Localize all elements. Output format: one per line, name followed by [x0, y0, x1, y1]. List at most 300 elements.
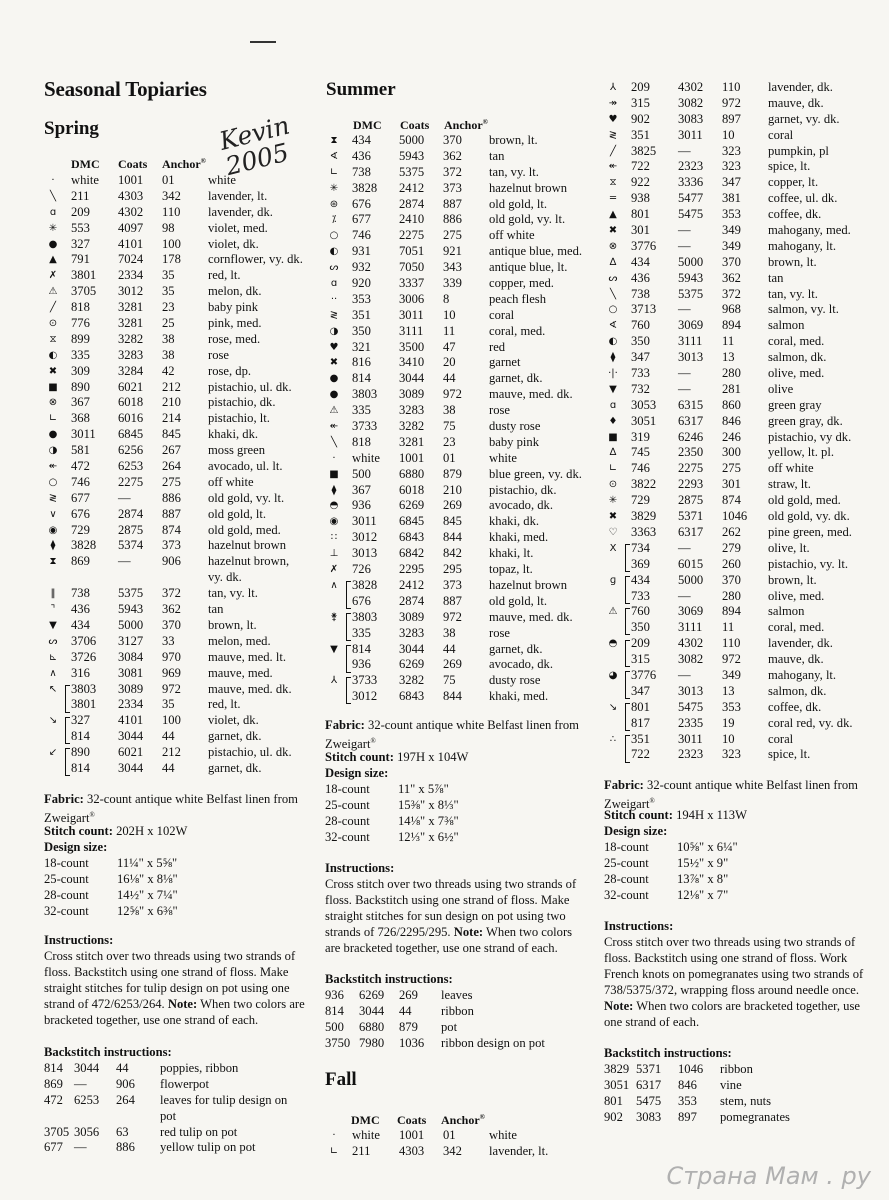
stitch-symbol-icon: ≷	[329, 309, 339, 321]
color-name: white	[489, 1128, 517, 1142]
anchor-number: 370	[162, 617, 181, 632]
spring-col-dmc: DMC	[71, 157, 100, 171]
stitch-symbol-icon: ▲	[609, 209, 617, 221]
color-key-row	[44, 761, 329, 777]
dmc-number: 368	[71, 411, 90, 426]
stitch-symbol-icon: ⅄	[330, 675, 338, 687]
anchor-number: 01	[443, 450, 456, 465]
color-key-row	[604, 318, 889, 334]
stitch-symbol-icon: ○	[608, 304, 618, 316]
dmc-number: 472	[71, 459, 90, 474]
bracket-mark	[625, 703, 630, 731]
dmc-number: 776	[71, 316, 90, 331]
color-name: hazelnut brown,	[208, 554, 290, 569]
color-name: red	[489, 339, 506, 354]
color-name: garnet	[489, 355, 521, 370]
color-key-row	[44, 586, 329, 602]
stitch-symbol-icon: ■	[48, 381, 58, 393]
anchor-number: 972	[443, 609, 462, 624]
anchor-number: 13	[722, 350, 735, 365]
anchor-number: 362	[722, 270, 741, 285]
color-name: garnet, dk.	[489, 641, 543, 656]
dmc-number: 738	[71, 586, 90, 601]
coats-number: 3044	[118, 729, 144, 744]
summer-col-dmc: DMC	[353, 118, 382, 132]
coats-number: 3044	[399, 641, 425, 656]
backstitch-row	[604, 1110, 879, 1126]
stitch-symbol-icon: ‖	[50, 588, 56, 600]
coats-number: 3283	[118, 347, 144, 362]
stitch-symbol-icon: ɑ	[49, 206, 57, 218]
color-name: pistachio, ul. dk.	[208, 745, 292, 760]
color-name: moss green	[208, 443, 266, 458]
anchor-number: 01	[443, 1128, 456, 1142]
color-name: old gold, med.	[208, 522, 281, 537]
color-key-row	[325, 197, 610, 213]
dmc-number: 931	[352, 244, 371, 259]
anchor-number: 279	[722, 540, 741, 555]
coats-number: 6021	[118, 745, 144, 760]
color-key-row	[44, 491, 329, 507]
fall-color-key-start	[325, 1128, 610, 1160]
anchor-number: 343	[443, 260, 462, 275]
color-key-row	[325, 594, 610, 610]
anchor-number: 844	[443, 689, 462, 704]
stitch-symbol-icon: ▼	[609, 383, 617, 395]
stitch-symbol-icon: ⊛	[329, 198, 339, 210]
color-key-row	[604, 398, 889, 414]
anchor-number: 44	[399, 1003, 412, 1018]
backstitch-row	[44, 1125, 319, 1141]
color-key-row	[325, 642, 610, 658]
stitch-symbol-icon: ■	[329, 468, 339, 480]
color-name: garnet, vy. dk.	[768, 111, 840, 126]
coats-number: 3044	[118, 760, 144, 775]
anchor-number: 8	[443, 291, 450, 306]
coats-number: 6317	[636, 1077, 662, 1092]
anchor-number: 968	[722, 302, 741, 317]
fall-col-anchor: Anchor®	[441, 1113, 485, 1127]
color-key-row	[604, 302, 889, 318]
anchor-number: 11	[722, 620, 735, 635]
stitch-symbol-icon: ɡ	[609, 574, 617, 586]
coats-number: 2334	[118, 697, 144, 712]
anchor-number: 11	[722, 334, 735, 349]
color-name: melon, dk.	[208, 284, 262, 299]
dmc-number: 3012	[352, 689, 378, 704]
color-key-row	[604, 382, 889, 398]
dmc-number: 676	[71, 506, 90, 521]
color-name: yellow, lt. pl.	[768, 445, 834, 460]
coats-number: 2275	[118, 474, 144, 489]
dmc-number: 3726	[71, 649, 97, 664]
backstitch-row	[604, 1078, 879, 1094]
coats-number: 3056	[74, 1124, 100, 1139]
coats-number: 3111	[678, 334, 703, 349]
stitch-symbol-icon: ✳	[329, 182, 339, 194]
color-name: pistachio, ul. dk.	[208, 379, 292, 394]
stitch-symbol-icon: X	[609, 542, 617, 554]
color-key-row	[44, 713, 329, 729]
anchor-number: 44	[443, 371, 456, 386]
dmc-number: 319	[631, 429, 650, 444]
dmc-number: 3051	[631, 413, 657, 428]
dmc-number: 367	[71, 395, 90, 410]
stitch-symbol-icon: ∆	[609, 447, 617, 459]
color-key-row	[44, 237, 329, 253]
design-size-row	[44, 887, 178, 904]
dmc-number: 734	[631, 540, 650, 555]
dmc-number: 869	[44, 1076, 63, 1091]
stitch-symbol-icon: ◉	[48, 524, 58, 536]
color-name: coffee, ul. dk.	[768, 191, 838, 206]
coats-number: 3281	[399, 434, 425, 449]
color-name: pistachio, vy dk.	[768, 429, 852, 444]
anchor-number: 75	[443, 673, 456, 688]
color-key-row	[44, 554, 329, 570]
dmc-number: 3011	[71, 427, 96, 442]
color-name: green gray	[768, 397, 822, 412]
dmc-number: 676	[352, 593, 371, 608]
dmc-number: 315	[631, 95, 650, 110]
stitch-symbol-icon: ✖	[48, 365, 58, 377]
dmc-number: 315	[631, 652, 650, 667]
color-name: coral, med.	[768, 620, 825, 635]
coats-number: 2874	[399, 593, 425, 608]
anchor-number: 886	[116, 1140, 135, 1155]
stitch-symbol-icon: ♥	[329, 341, 339, 353]
color-name: pistachio, dk.	[489, 482, 557, 497]
stitch-symbol-icon: ∷	[330, 532, 338, 544]
color-name: old gold, lt.	[208, 506, 267, 521]
coats-number: 6845	[118, 427, 144, 442]
coats-number: 3283	[399, 625, 425, 640]
dmc-number: 369	[631, 556, 650, 571]
coats-number: 5000	[118, 617, 144, 632]
dmc-number: 677	[44, 1140, 63, 1155]
stitch-symbol-icon: ●	[48, 238, 58, 250]
color-key-row	[604, 414, 889, 430]
color-key-row	[44, 650, 329, 666]
dmc-number: 3801	[71, 268, 97, 283]
dmc-number: 733	[631, 366, 650, 381]
coats-number: 6845	[399, 514, 425, 529]
color-key-row	[325, 530, 610, 546]
coats-number: 6315	[678, 397, 704, 412]
color-name: tan, vy. lt.	[489, 164, 539, 179]
stitch-symbol-icon: ╲	[609, 288, 617, 300]
anchor-number: 372	[162, 586, 181, 601]
stitch-symbol-icon: ✖	[608, 225, 618, 237]
stitch-symbol-icon: ◉	[329, 516, 339, 528]
summer-instructions: Cross stitch over two threads using two strands of floss. Backstitch using one strand of floss. Make straight stitches for sun design on pot using two strands of 726/2295/295. Note: When two colors are bracketed together, use one strand of each.	[325, 877, 577, 955]
coats-number: —	[678, 302, 691, 317]
size-value: 15⅜" x 8⅓"	[398, 797, 459, 812]
color-key-row	[604, 668, 889, 684]
coats-number: 3006	[399, 291, 425, 306]
handwritten-signature: Kevin 2005	[216, 110, 293, 182]
coats-number: 7050	[399, 260, 425, 275]
dmc-number: 434	[71, 617, 90, 632]
dmc-number: 738	[352, 164, 371, 179]
dmc-number: 3822	[631, 477, 657, 492]
color-key-row	[44, 618, 329, 634]
color-key-row	[44, 300, 329, 316]
color-name: antique blue, lt.	[489, 260, 568, 275]
backstitch-use: pot	[160, 1108, 177, 1123]
dmc-number: 932	[352, 260, 371, 275]
anchor-number: 906	[162, 554, 181, 569]
stitch-symbol-icon: ∢	[329, 150, 339, 162]
backstitch-use: pot	[441, 1019, 458, 1034]
dmc-number: 801	[604, 1093, 623, 1108]
color-name: topaz, lt.	[489, 562, 533, 577]
anchor-number: 860	[722, 397, 741, 412]
color-key-row	[44, 252, 329, 268]
stitch-symbol-icon: ●	[329, 373, 339, 385]
dmc-number: 814	[352, 641, 371, 656]
anchor-number: 44	[162, 729, 175, 744]
color-name: khaki, lt.	[489, 546, 534, 561]
dmc-number: 3363	[631, 524, 657, 539]
anchor-number: 264	[116, 1092, 135, 1107]
anchor-number: 42	[162, 363, 175, 378]
backstitch-row	[44, 1077, 319, 1093]
dmc-number: 677	[352, 212, 371, 227]
color-key-row	[604, 80, 889, 96]
anchor-number: 264	[162, 459, 181, 474]
coats-number: 7051	[399, 244, 425, 259]
color-key-row	[604, 747, 889, 763]
color-key-row	[325, 371, 610, 387]
coats-number: 2334	[118, 268, 144, 283]
anchor-number: 372	[443, 164, 462, 179]
summer-stitch-count: Stitch count: 197H x 104W	[325, 750, 469, 764]
coats-number: 3337	[399, 276, 425, 291]
size-value: 11" x 5⅞"	[398, 782, 449, 796]
anchor-number: 10	[722, 731, 735, 746]
coats-number: 6253	[118, 459, 144, 474]
dmc-number: white	[352, 1128, 380, 1142]
fall-sizes	[604, 840, 738, 904]
color-name: white	[489, 450, 517, 465]
anchor-number: 845	[443, 514, 462, 529]
color-key-row	[325, 149, 610, 165]
dmc-number: 3011	[352, 514, 377, 529]
color-name: mahogany, lt.	[768, 667, 837, 682]
bracket-mark	[65, 717, 70, 745]
stitch-symbol-icon: ≷	[608, 129, 618, 141]
coats-number: 5475	[678, 207, 704, 222]
color-name: olive, lt.	[768, 540, 810, 555]
backstitch-row	[604, 1094, 879, 1110]
color-key-row	[325, 673, 610, 689]
coats-number: 3282	[399, 673, 425, 688]
fall-fabric: Fabric: 32-count antique white Belfast linen from Zweigart®	[604, 778, 858, 812]
summer-col-coats: Coats	[400, 118, 430, 132]
coats-number: —	[678, 238, 691, 253]
color-key-row	[44, 538, 329, 554]
dmc-number: 500	[325, 1019, 344, 1034]
coats-number: 5375	[118, 586, 144, 601]
stitch-symbol-icon: ◓	[608, 638, 618, 650]
dmc-number: 920	[352, 276, 371, 291]
stitch-symbol-icon: ⧗	[330, 135, 338, 146]
color-name: old gold, lt.	[489, 593, 548, 608]
anchor-number: 886	[162, 490, 181, 505]
dmc-number: 353	[352, 291, 371, 306]
dmc-number: 738	[631, 286, 650, 301]
backstitch-use: flowerpot	[160, 1076, 209, 1091]
stitch-symbol-icon: ╲	[49, 190, 57, 202]
anchor-number: 178	[162, 252, 181, 267]
dmc-number: 890	[71, 745, 90, 760]
dmc-number: 936	[352, 498, 371, 513]
dmc-number: 746	[71, 474, 90, 489]
color-key-row	[44, 189, 329, 205]
anchor-number: 33	[162, 633, 175, 648]
anchor-number: 879	[399, 1019, 418, 1034]
color-key-row	[604, 557, 889, 573]
stitch-symbol-icon: ⊾	[48, 651, 58, 663]
color-name: dusty rose	[489, 673, 541, 688]
fabric-count: 18-count	[44, 856, 89, 870]
coats-number: 2335	[678, 715, 704, 730]
spring-instructions-label: Instructions:	[44, 933, 114, 947]
dmc-number: 733	[631, 588, 650, 603]
dmc-number: 3825	[631, 143, 657, 158]
color-name: brown, lt.	[768, 572, 817, 587]
color-name: mauve, med.	[208, 665, 273, 680]
stitch-symbol-icon: ⚵	[330, 611, 338, 623]
anchor-number: 972	[443, 387, 462, 402]
anchor-number: 110	[722, 80, 741, 94]
coats-number: 2275	[399, 228, 425, 243]
coats-number: 3011	[399, 307, 424, 322]
spring-design-size-label: Design size:	[44, 840, 108, 854]
stitch-symbol-icon: ↘	[48, 715, 58, 727]
dmc-number: 890	[71, 379, 90, 394]
backstitch-use: leaves for tulip design on	[160, 1092, 288, 1107]
page-title: Seasonal Topiaries	[44, 77, 207, 101]
coats-number: 3011	[678, 127, 703, 142]
stitch-symbol-icon: ·	[332, 452, 336, 464]
color-name: salmon	[768, 318, 805, 333]
color-key-row	[325, 451, 610, 467]
coats-number: 3083	[636, 1109, 662, 1124]
dmc-number: 938	[631, 191, 650, 206]
stitch-symbol-icon: ∟	[48, 413, 58, 425]
bracket-mark	[346, 677, 351, 705]
color-name: mahogany, med.	[768, 223, 851, 238]
dmc-number: 722	[631, 747, 650, 762]
stitch-symbol-icon: ∟	[329, 1145, 339, 1157]
color-name: coral red, vy. dk.	[768, 715, 853, 730]
dmc-number: 3828	[71, 538, 97, 553]
dmc-number: 309	[71, 363, 90, 378]
stitch-symbol-icon: ◐	[608, 336, 618, 348]
color-key-row	[325, 626, 610, 642]
color-name: mauve, med. dk.	[489, 387, 573, 402]
coats-number: 5475	[636, 1093, 662, 1108]
anchor-number: 370	[722, 254, 741, 269]
anchor-number: 887	[162, 506, 181, 521]
coats-number: 3089	[399, 609, 425, 624]
stitch-symbol-icon: ↖	[48, 683, 58, 695]
stitch-symbol-icon: ⊗	[608, 240, 618, 252]
anchor-number: 260	[722, 556, 741, 571]
stitch-symbol-icon: ╲	[330, 436, 338, 448]
color-key-row	[325, 276, 610, 292]
coats-number: 4101	[118, 236, 144, 251]
stitch-symbol-icon: ◐	[329, 246, 339, 258]
color-name: red, lt.	[208, 697, 241, 712]
color-key-row	[44, 348, 329, 364]
color-key-row	[325, 387, 610, 403]
spring-backstitch-list	[44, 1061, 319, 1156]
stitch-symbol-icon: ɑ	[330, 278, 338, 290]
anchor-number: 23	[443, 434, 456, 449]
color-name: old gold, med.	[768, 493, 841, 508]
fabric-count: 18-count	[604, 840, 649, 854]
stitch-symbol-icon: ⚠	[48, 286, 58, 298]
color-key-row	[604, 144, 889, 160]
anchor-number: 362	[443, 148, 462, 163]
color-key-row	[325, 562, 610, 578]
stitch-symbol-icon: ∟	[329, 166, 339, 178]
color-key-row	[604, 96, 889, 112]
design-size-row	[604, 840, 738, 856]
coats-number: 5000	[399, 133, 425, 147]
color-name: avocado, dk.	[489, 498, 553, 513]
design-size-row	[604, 871, 729, 888]
coats-number: 6018	[118, 395, 144, 410]
color-key-row	[44, 205, 329, 221]
coats-number: 3069	[678, 318, 704, 333]
coats-number: 2293	[678, 477, 704, 492]
dmc-number: 3803	[352, 609, 378, 624]
bracket-mark	[346, 581, 351, 609]
coats-number: 5943	[678, 270, 704, 285]
dmc-number: 3829	[631, 509, 657, 524]
color-key-row	[44, 284, 329, 300]
color-name: violet, dk.	[208, 713, 259, 728]
anchor-number: 269	[443, 498, 462, 513]
dmc-number: 351	[631, 127, 650, 142]
dmc-number: 301	[631, 223, 650, 238]
color-name: coral	[489, 307, 515, 322]
coats-number: 3013	[678, 350, 704, 365]
color-key-row	[604, 684, 889, 700]
color-name: cornflower, vy. dk.	[208, 252, 303, 267]
coats-number: 2275	[678, 461, 704, 476]
coats-number: 2874	[118, 506, 144, 521]
backstitch-row	[44, 1109, 319, 1125]
coats-number: 3081	[118, 665, 144, 680]
coats-number: 6256	[118, 443, 144, 458]
color-key-row	[325, 228, 610, 244]
anchor-number: 280	[722, 366, 741, 381]
color-key-row	[325, 610, 610, 626]
coats-number: 5943	[399, 148, 425, 163]
color-key-row	[44, 395, 329, 411]
color-name: olive, med.	[768, 366, 825, 381]
color-key-row	[604, 366, 889, 382]
stitch-symbol-icon: ═	[609, 193, 617, 205]
color-key-row	[604, 207, 889, 223]
coats-number: 2323	[678, 159, 704, 174]
stitch-symbol-icon: ✖	[329, 357, 339, 369]
